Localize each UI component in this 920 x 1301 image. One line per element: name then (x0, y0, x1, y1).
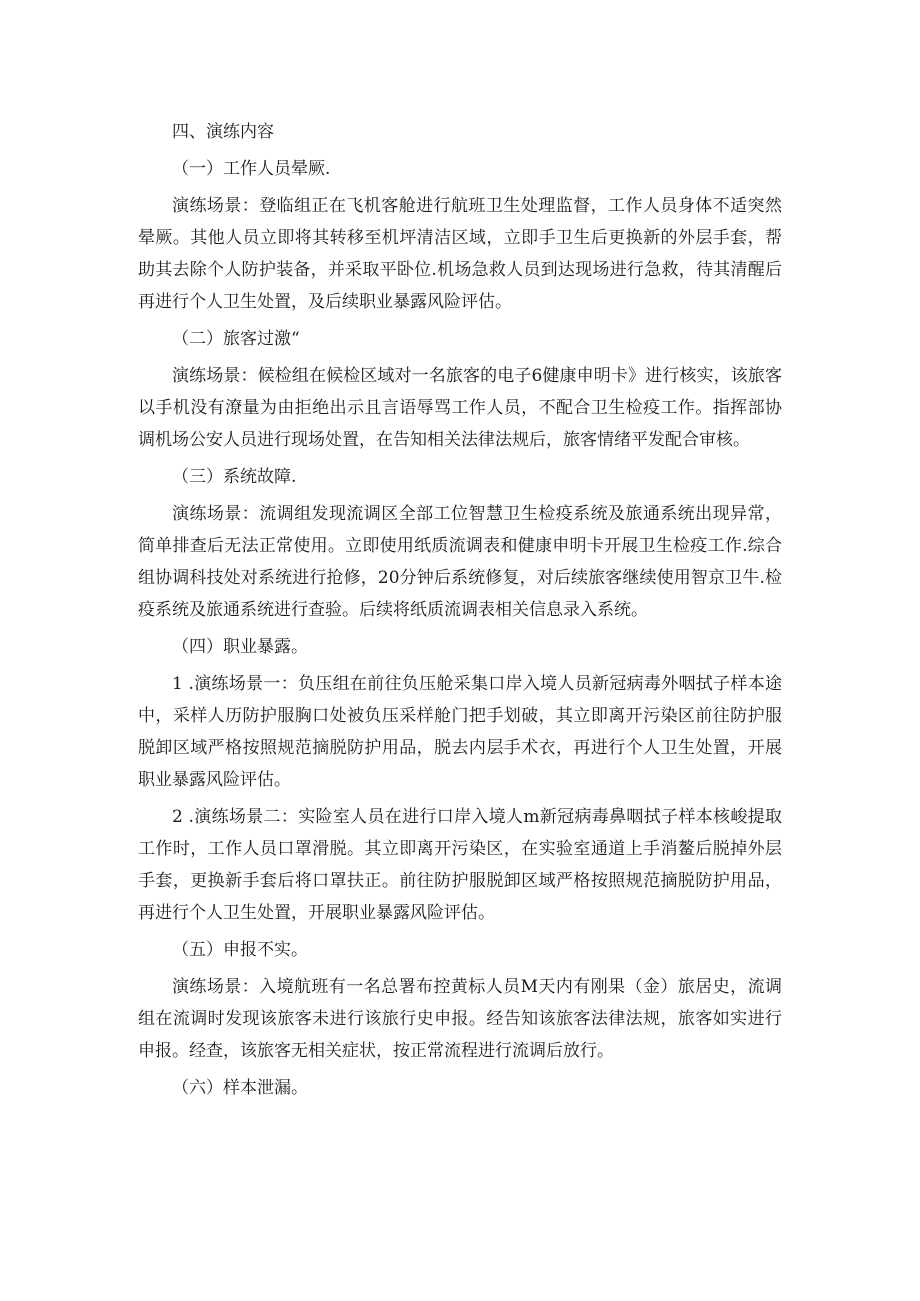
item-6-heading: （六）样本泄漏。 (172, 1078, 308, 1098)
item-4-subitem-2: 2 .演练场景二：实险室人员在进行口岸入境人m新冠病毒鼻咽拭子样本核峻提取工作时，工作人员口罩滑脱。其立即离开污染区，在实验室通道上手消鳌后脱掉外层手套，更换新手套后将口罩扶正。前往防护服脱卸区域严格按照规范摘脱防护用品，再进行个人卫生处置，开展职业暴露风险评估。 (138, 807, 782, 923)
item-4-subitem-1: 1 .演练场景一：负压组在前往负压舱采集口岸入境人员新冠病毒外咽拭子样本途中，采样人历防护服胸口处被负压采样舱门把手划破，其立即离开污染区前往防护服脱卸区域严格按照规范摘脱防护用品，脱去内层手术衣，再进行个人卫生处置，开展职业暴露风险评估。 (138, 674, 782, 790)
item-3-heading: （三）系统故障. (172, 467, 297, 487)
item-1-heading: （一）工作人员晕厥. (172, 159, 331, 179)
item-2-heading: （二）旅客过激“ (172, 329, 300, 349)
item-5-body: 演练场景：入境航班有一名总署布控黄标人员M天内有刚果（金）旅居史，流调组在流调时发现该旅客未进行该旅行史申报。经告知该旅客法律法规，旅客如实进行申报。经查，该旅客无相关症状，按正常流程进行流调后放行。 (138, 977, 782, 1061)
item-4-heading: （四）职业暴露。 (172, 637, 308, 657)
section-title: 四、演练内容 (172, 122, 274, 142)
document-content (138, 116, 782, 1104)
item-2-body: 演练场景：候检组在候检区域对一名旅客的电子6健康申明卡》进行核实，该旅客以手机没有潦量为由拒绝出示且言语辱骂工作人员，不配合卫生检疫工作。指挥部协调机场公安人员进行现场处置，在告知相关法律法规后，旅客情绪平发配合审核。 (138, 366, 782, 450)
item-3-body: 演练场景：流调组发现流调区全部工位智慧卫生检疫系统及旅通系统出现异常，简单排查后无法正常使用。立即使用纸质流调表和健康申明卡开展卫生检疫工作.综合组协调科技处对系统进行抢修，20分钟后系统修复，对后续旅客继续使用智京卫牛.检疫系统及旅通系统进行查验。后续将纸质流调表相关信息录入系统。 (138, 504, 782, 620)
item-1-body: 演练场景：登临组正在飞机客舱进行航班卫生处理监督，工作人员身体不适突然晕厥。其他人员立即将其转移至机坪清洁区域，立即手卫生后更换新的外层手套，帮助其去除个人防护装备，并采取平卧位.机场急救人员到达现场进行急救，待其清醒后再进行个人卫生处置，及后续职业暴露风险评估。 (138, 196, 782, 312)
item-5-heading: （五）申报不实。 (172, 940, 308, 960)
